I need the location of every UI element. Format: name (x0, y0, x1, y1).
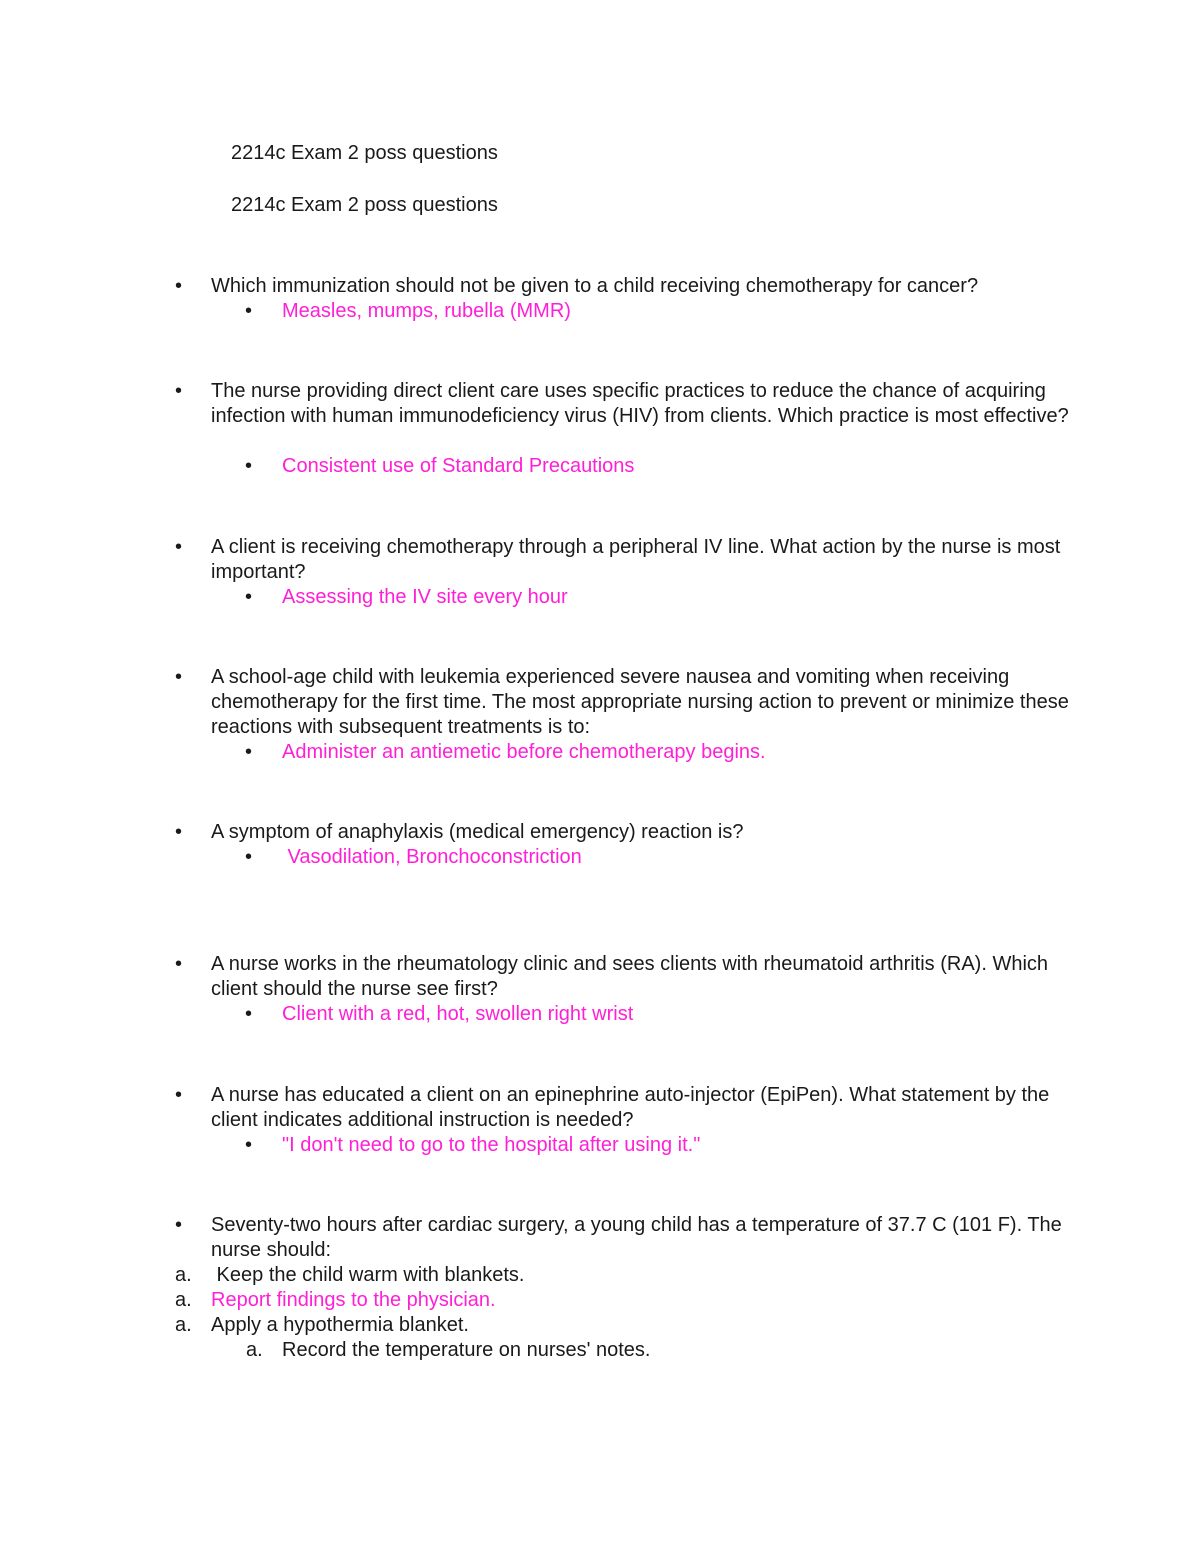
question-4 (175, 665, 1071, 740)
bullet-icon: • (245, 1003, 253, 1025)
document-title-repeat: 2214c Exam 2 poss questions (231, 194, 498, 216)
option-text: Apply a hypothermia blanket. (211, 1314, 469, 1336)
question-5 (175, 820, 1071, 845)
option-marker: a. (175, 1289, 192, 1311)
option-marker: a. (175, 1264, 192, 1286)
question-6 (175, 952, 1071, 1002)
question-text: Which immunization should not be given to a child receiving chemotherapy for cancer? (211, 275, 979, 297)
question-text: Seventy-two hours after cardiac surgery, a young child has a temperature of 37.7 C (101 F). The nurse should: (211, 1214, 1062, 1261)
question-text: A school-age child with leukemia experienced severe nausea and vomiting when receiving chemotherapy for the first time. The most appropriate nursing action to prevent or minimize these reactions with subsequent treatments is to: (211, 666, 1069, 738)
answer-2 (245, 454, 1082, 479)
bullet-icon: • (245, 300, 253, 322)
bullet-icon: • (175, 1214, 183, 1236)
question-text: The nurse providing direct client care uses specific practices to reduce the chance of acquiring infection with human immunodeficiency virus (HIV) from clients. Which practice is most effective? (211, 380, 1069, 427)
bullet-icon: • (175, 953, 183, 975)
option-4 (246, 1338, 651, 1363)
answer-text: Client with a red, hot, swollen right wrist (282, 1003, 634, 1025)
option-3 (175, 1313, 469, 1338)
answer-1 (245, 299, 1082, 324)
bullet-icon: • (245, 586, 253, 608)
question-1 (175, 274, 1071, 299)
bullet-icon: • (175, 1084, 183, 1106)
answer-7 (245, 1133, 1082, 1158)
option-marker: a. (175, 1314, 192, 1336)
answer-3 (245, 585, 1082, 610)
option-marker: a. (246, 1339, 263, 1361)
bullet-icon: • (245, 741, 253, 763)
question-2 (175, 379, 1071, 429)
question-text: A nurse works in the rheumatology clinic and sees clients with rheumatoid arthritis (RA). Which client should the nurse see first? (211, 953, 1049, 1000)
bullet-icon: • (175, 821, 183, 843)
answer-4 (245, 740, 1082, 765)
answer-text: "I don't need to go to the hospital after using it." (282, 1134, 701, 1156)
bullet-icon: • (175, 666, 183, 688)
answer-text: Vasodilation, Bronchoconstriction (282, 846, 582, 868)
bullet-icon: • (245, 455, 253, 477)
bullet-icon: • (245, 846, 253, 868)
option-text: Record the temperature on nurses' notes. (282, 1339, 651, 1361)
option-text: Keep the child warm with blankets. (211, 1264, 525, 1286)
bullet-icon: • (175, 536, 183, 558)
question-text: A nurse has educated a client on an epinephrine auto-injector (EpiPen). What statement by the client indicates additional instruction is needed? (211, 1084, 1050, 1131)
question-text: A client is receiving chemotherapy through a peripheral IV line. What action by the nurse is most important? (211, 536, 1061, 583)
question-8 (175, 1213, 1071, 1263)
option-1 (175, 1263, 525, 1288)
question-7 (175, 1083, 1071, 1133)
question-text: A symptom of anaphylaxis (medical emergency) reaction is? (211, 821, 744, 843)
answer-text: Administer an antiemetic before chemotherapy begins. (282, 741, 766, 763)
option-text: Report findings to the physician. (211, 1289, 496, 1311)
answer-text: Measles, mumps, rubella (MMR) (282, 300, 571, 322)
bullet-icon: • (245, 1134, 253, 1156)
bullet-icon: • (175, 380, 183, 402)
question-3 (175, 535, 1071, 585)
answer-text: Assessing the IV site every hour (282, 586, 568, 608)
document-title: 2214c Exam 2 poss questions (231, 142, 498, 164)
answer-6 (245, 1002, 1082, 1027)
option-2-correct (175, 1288, 496, 1313)
answer-text: Consistent use of Standard Precautions (282, 455, 635, 477)
bullet-icon: • (175, 275, 183, 297)
answer-5 (245, 845, 1082, 870)
